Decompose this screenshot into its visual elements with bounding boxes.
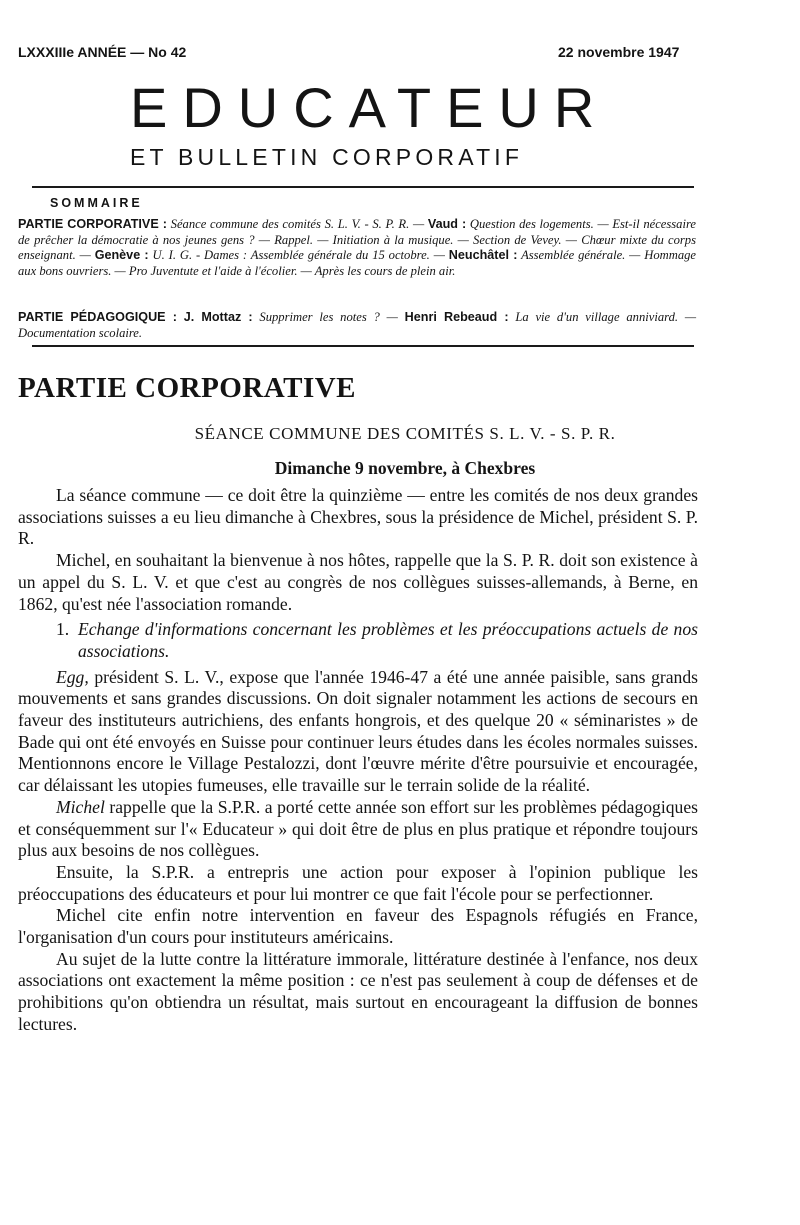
- paragraph-5: Ensuite, la S.P.R. a entrepris une action pour exposer à l'opinion publique les préoccupations des éducateurs et pour lui montrer ce que fait l'école pour se perfectionner.: [18, 861, 698, 904]
- paragraph-4-text: rappelle que la S.P.R. a porté cette année son effort sur les problèmes pédagogiques et conséquemment sur l'« Educateur » qui doit être de plus en plus pratique et répondre toujours plus aux besoins de nos collègues.: [18, 796, 698, 861]
- paragraph-4: [18, 797, 698, 862]
- article-body: [18, 485, 698, 1036]
- paragraph-6: Michel cite enfin notre intervention en faveur des Espagnols réfugiés en France, l'organisation d'un cours pour instituteurs américains.: [18, 905, 698, 948]
- issue-date: 22 novembre 1947: [558, 44, 680, 60]
- masthead-subtitle: ET BULLETIN CORPORATIF: [130, 144, 524, 170]
- sommaire-pedagogique: [18, 310, 696, 341]
- speaker-name: Egg,: [56, 666, 89, 687]
- bottom-divider: [32, 345, 694, 347]
- neuchatel-text: Assemblée générale. — Hommage aux bons ouvriers. — Pro Juventute et l'aide à l'écolier. — Après les cours de plein air.: [18, 248, 697, 278]
- vaud-text: Question des logements. — Est-il nécessaire de prêcher la démocratie à nos jeunes gens ? — Rappel. — Initiation à la musique. — Section de Vevey. — Chœur mixte du corps enseignant. —: [18, 217, 697, 262]
- speaker-name: Michel: [56, 796, 105, 817]
- article-date-line: Dimanche 9 novembre, à Chexbres: [274, 458, 536, 478]
- geneve-label: Genève :: [94, 248, 149, 262]
- numbered-item-1: [18, 619, 698, 662]
- neuchatel-label: Neuchâtel :: [448, 248, 518, 262]
- corporative-label: PARTIE CORPORATIVE :: [18, 217, 167, 231]
- section-title: PARTIE CORPORATIVE: [18, 372, 357, 404]
- sommaire-title: SOMMAIRE: [50, 196, 143, 210]
- mottaz-label: J. Mottaz :: [183, 310, 253, 324]
- corporative-text: Séance commune des comités S. L. V. - S. P. R. —: [170, 217, 425, 231]
- rebeaud-label: Henri Rebeaud :: [404, 310, 509, 324]
- issue-number: LXXXIIIe ANNÉE — No 42: [18, 44, 187, 60]
- paragraph-1: La séance commune — ce doit être la quinzième — entre les comités de nos deux grandes associations suisses a eu lieu dimanche à Chexbres, sous la présidence de Michel, président S. P. R.: [18, 485, 698, 549]
- article-heading: SÉANCE COMMUNE DES COMITÉS S. L. V. - S. P. R.: [194, 424, 616, 443]
- rebeaud-text: La vie d'un village anniviard. — Documentation scolaire.: [18, 310, 697, 340]
- item-number: 1.: [56, 619, 70, 640]
- paragraph-3-text: président S. L. V., expose que l'année 1946-47 a été une année paisible, sans grands mouvements et sans grandes discussions. On doit signaler notamment les actions de secours en faveur des instituteurs autrichiens, des enfants hongrois, et des quelque 20 « séminaristes » de Bade qui ont été envoyés en Suisse pour continuer leurs études dans les écoles normales suisses. Mentionnons encore le Village Pestalozzi, dont l'œuvre mérite d'être poursuivie et encouragée, car délaissant les utopies fumeuses, elle travaille sur le terrain solide de la réalité.: [18, 666, 699, 796]
- paragraph-3: [18, 667, 698, 797]
- masthead-title: EDUCATEUR: [130, 76, 610, 139]
- top-divider: [32, 186, 694, 188]
- geneve-text: U. I. G. - Dames : Assemblée générale du 15 octobre. —: [152, 248, 445, 262]
- paragraph-7: Au sujet de la lutte contre la littérature immorale, littérature destinée à l'enfance, nos deux associations ont exactement la même position : ce n'est pas seulement à coup de défenses et de prohibitions qu'on obtiendra un résultat, mais surtout en encourageant la diffusion de bonnes lectures.: [18, 948, 698, 1034]
- sommaire-corporative: [18, 217, 696, 279]
- mottaz-text: Supprimer les notes ? —: [259, 310, 398, 324]
- pedagogique-label: PARTIE PÉDAGOGIQUE :: [18, 310, 177, 324]
- vaud-label: Vaud :: [427, 217, 467, 231]
- item-text: Echange d'informations concernant les problèmes et les préoccupations actuels de nos associations.: [78, 619, 698, 661]
- paragraph-2: Michel, en souhaitant la bienvenue à nos hôtes, rappelle que la S. P. R. doit son existence à un appel du S. L. V. et que c'est au congrès de nos collègues suisses-allemands, à Berne, en 1862, qu'est née l'association romande.: [18, 550, 698, 614]
